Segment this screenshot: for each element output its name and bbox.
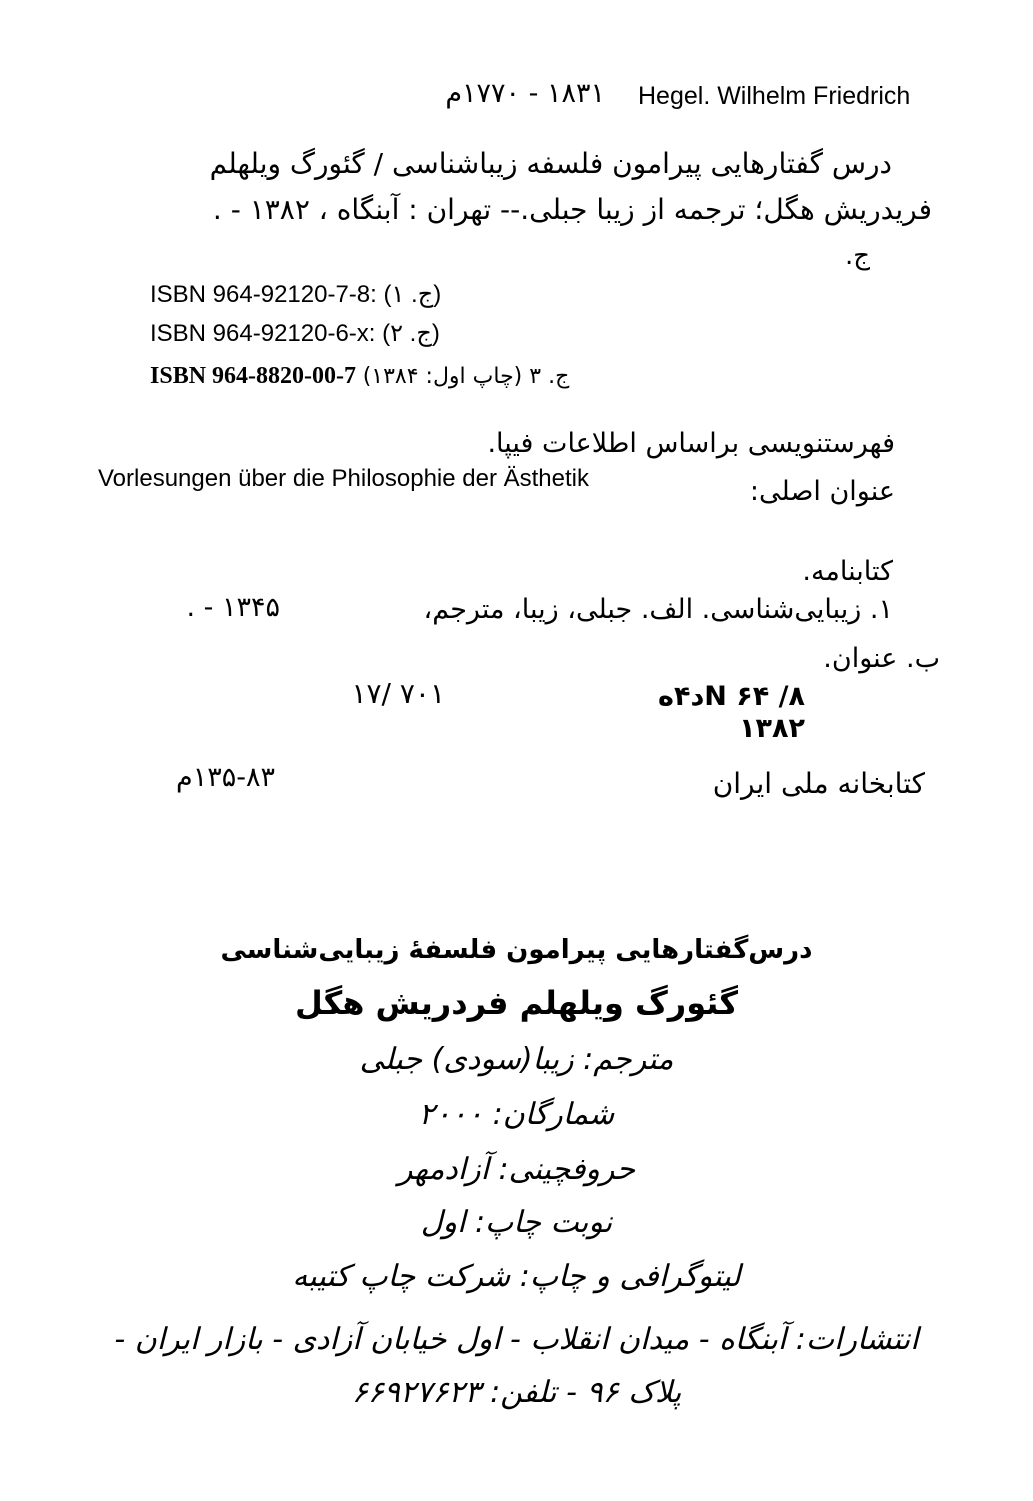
imprint-print-run: شمارگان: ۲۰۰۰	[418, 1097, 615, 1132]
bibliography-note: کتابنامه.	[802, 556, 893, 587]
imprint-lithography: لیتوگرافی و چاپ: شرکت چاپ کتیبه	[292, 1259, 741, 1294]
lc-year: ۱۳۸۲	[739, 713, 805, 744]
lc-classification: N ۶۴ /۸د۴ه	[658, 681, 805, 712]
library-number: ۱۳۵-۸۳م	[176, 762, 275, 793]
imprint-book-title: درس‌گفتارهایی پیرامون فلسفهٔ زیبایی‌شناسی	[220, 935, 813, 965]
title-entry: ب. عنوان.	[823, 643, 940, 674]
author-name: Hegel. Wilhelm Friedrich	[638, 82, 911, 110]
catalog-volumes: ج.	[844, 241, 870, 271]
catalog-title-line1: درس گفتارهایی پیرامون فلسفه زیباشناسی / گئورگ ویلهلم	[209, 147, 892, 180]
isbn-volume-1: ISBN 964-92120-7-8: (ج. ۱)	[150, 281, 442, 308]
fipa-note: فهرستنویسی براساس اطلاعات فیپا.	[487, 428, 895, 459]
isbn-volume-2: ISBN 964-92120-6-x: (ج. ۲)	[150, 320, 440, 347]
translator-years: ۱۳۴۵ - .	[186, 592, 280, 623]
imprint-translator: مترجم: زیبا(سودی) جبلی	[359, 1042, 674, 1077]
original-title-label: عنوان اصلی:	[749, 476, 895, 507]
author-dates: ۱۸۳۱ - ۱۷۷۰م	[445, 78, 605, 109]
isbn-volume-3-number: ISBN 964-8820-00-7	[150, 363, 357, 389]
isbn-volume-3-note: ج. ۳ (چاپ اول: ۱۳۸۴)	[362, 364, 570, 389]
catalog-title-line2: فریدریش هگل؛ ترجمه از زیبا جبلی.-- تهران : آبنگاه ، ۱۳۸۲ - .	[212, 193, 932, 226]
imprint-typesetting: حروفچینی: آزادمهر	[397, 1152, 635, 1187]
imprint-author: گئورگ ویلهلم فردریش هگل	[295, 984, 738, 1022]
imprint-phone: پلاک ۹۶ - تلفن: ۶۶۹۲۷۶۲۳	[351, 1375, 682, 1410]
imprint-publisher-address: انتشارات: آبنگاه - میدان انقلاب - اول خیابان آزادی - بازار ایران -	[114, 1322, 919, 1357]
dewey-number: ۷۰۱ /۱۷	[351, 677, 445, 710]
subject-line: ۱. زیبایی‌شناسی. الف. جبلی، زیبا، مترجم،	[423, 594, 893, 625]
original-title: Vorlesungen über die Philosophie der Ästhetik	[98, 465, 589, 492]
isbn-volume-3	[150, 364, 569, 388]
imprint-edition: نوبت چاپ: اول	[420, 1205, 613, 1240]
library-name: کتابخانه ملی ایران	[712, 767, 925, 800]
